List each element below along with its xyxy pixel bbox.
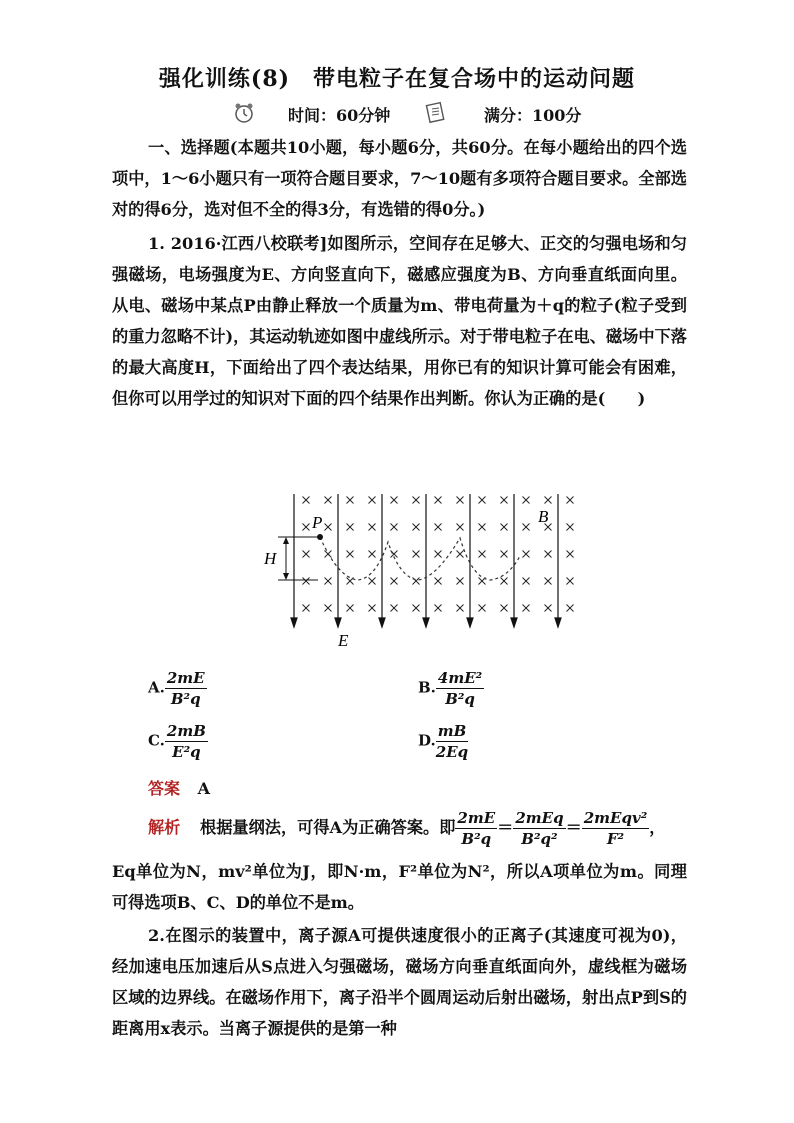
magnetic-field-cross (303, 578, 310, 585)
magnetic-field-cross (391, 578, 398, 585)
magnetic-field-cross (303, 497, 310, 504)
field-arrowhead (423, 618, 429, 627)
label-P: P (312, 513, 323, 532)
analysis-label: 解析 (148, 818, 181, 837)
magnetic-field-cross (523, 524, 530, 531)
magnetic-field-cross (369, 605, 376, 612)
magnetic-field-cross (391, 605, 398, 612)
magnetic-field-cross (523, 497, 530, 504)
magnetic-field-cross (567, 605, 574, 612)
magnetic-field-cross (501, 551, 508, 558)
analysis-rest: Eq单位为N，mv²单位为J，即N·m，F²单位为N²，所以A项单位为m。同理可得选项B、C、D的单位不是m。 (112, 862, 687, 912)
magnetic-field-cross (523, 578, 530, 585)
answer-line (148, 776, 210, 799)
magnetic-field-cross (523, 605, 530, 612)
option-b: B. $\frac{\text{4mE²}}{\text{B²q}}$ (418, 669, 483, 708)
exam-meta (0, 101, 794, 127)
magnetic-field-cross (457, 578, 464, 585)
magnetic-field-cross (303, 551, 310, 558)
magnetic-field-cross (479, 524, 486, 531)
magnetic-field-cross (435, 578, 442, 585)
field-arrowhead (291, 618, 297, 627)
magnetic-field-cross (567, 551, 574, 558)
magnetic-field-cross (457, 524, 464, 531)
magnetic-field-cross (413, 605, 420, 612)
magnetic-field-cross (303, 524, 310, 531)
magnetic-field-cross (303, 605, 310, 612)
field-diagram (258, 480, 578, 660)
question-2-text: 2.在图示的装置中，离子源A可提供速度很小的正离子(其速度可视为0)，经加速电压加速后从S点进入匀强磁场，磁场方向垂直纸面向外，虚线框为磁场区域的边界线。在磁场作用下，离子沿半个圆周运动后射出磁场，射出点P到S的距离用x表示。当离子源提供的是第一种 (112, 926, 687, 1038)
magnetic-field-cross (325, 605, 332, 612)
magnetic-field-cross (435, 497, 442, 504)
magnetic-field-cross (545, 605, 552, 612)
magnetic-field-cross (369, 551, 376, 558)
magnetic-field-cross (567, 497, 574, 504)
option-a: A. $\frac{2mE}{\text{B²q}}$ (148, 669, 205, 708)
magnetic-field-cross (457, 497, 464, 504)
magnetic-field-cross (567, 578, 574, 585)
magnetic-field-cross (347, 524, 354, 531)
magnetic-field-cross (325, 524, 332, 531)
magnetic-field-cross (545, 497, 552, 504)
label-H: H (264, 549, 277, 568)
label-E: E (338, 631, 349, 650)
field-arrowhead (467, 618, 473, 627)
magnetic-field-cross (501, 497, 508, 504)
magnetic-field-cross (479, 551, 486, 558)
magnetic-field-cross (369, 524, 376, 531)
answer-label: 答案 (148, 779, 181, 798)
magnetic-field-cross (325, 578, 332, 585)
field-arrowhead (335, 618, 341, 627)
magnetic-field-cross (347, 551, 354, 558)
label-B: B (538, 507, 549, 526)
field-arrowhead (555, 618, 561, 627)
magnetic-field-cross (369, 578, 376, 585)
magnetic-field-cross (435, 605, 442, 612)
magnetic-field-cross (501, 524, 508, 531)
magnetic-field-cross (347, 578, 354, 585)
analysis-fraction-3: $\frac{\text{2mEqv²}}{\text{F²}}$ (583, 809, 648, 848)
magnetic-field-cross (545, 551, 552, 558)
magnetic-field-cross (479, 605, 486, 612)
magnetic-field-cross (479, 497, 486, 504)
section-instructions: 一、选择题(本题共10小题，每小题6分，共60分。在每小题给出的四个选项中，1～6小题只有一项符合题目要求，7～10题有多项符合题目要求。全部选对的得6分，选对但不全的得3分，有选错的得0分。) (112, 138, 687, 219)
analysis-intro: 根据量纲法，可得A为正确答案。即 (200, 818, 456, 837)
magnetic-field-cross (413, 551, 420, 558)
alarm-clock-icon (232, 101, 256, 125)
magnetic-field-cross (347, 497, 354, 504)
option-d: D. $\frac{mB}{2Eq}$ (418, 722, 469, 761)
magnetic-field-cross (501, 578, 508, 585)
magnetic-field-cross (523, 551, 530, 558)
magnetic-field-cross (347, 605, 354, 612)
field-arrowhead (511, 618, 517, 627)
magnetic-field-cross (501, 605, 508, 612)
magnetic-field-cross (435, 551, 442, 558)
magnetic-field-cross (413, 497, 420, 504)
magnetic-field-cross (325, 497, 332, 504)
answer-value: A (197, 779, 211, 798)
magnetic-field-cross (457, 605, 464, 612)
magnetic-field-cross (457, 551, 464, 558)
option-c: C. $\frac{2mB}{\text{E²q}}$ (148, 722, 206, 761)
magnetic-field-cross (545, 578, 552, 585)
score-label: 满分：100分 (484, 106, 582, 125)
analysis-fraction-1: $\frac{2mE}{\text{B²q}}$ (457, 809, 496, 848)
magnetic-field-cross (567, 524, 574, 531)
magnetic-field-cross (435, 524, 442, 531)
note-paper-icon (424, 101, 448, 125)
particle-trajectory (320, 537, 520, 580)
page-title: 强化训练(8) 带电粒子在复合场中的运动问题 (158, 66, 636, 92)
magnetic-field-cross (391, 497, 398, 504)
time-label: 时间：60分钟 (288, 106, 391, 125)
magnetic-field-cross (391, 524, 398, 531)
field-arrowhead (379, 618, 385, 627)
question-1-text: 1. 2016·江西八校联考]如图所示，空间存在足够大、正交的匀强电场和匀强磁场，电场强度为E、方向竖直向下，磁感应强度为B、方向垂直纸面向里。从电、磁场中某点P由静止释放一个质量为m、带电荷量为＋q的粒子(粒子受到的重力忽略不计)，其运动轨迹如图中虚线所示。对于带电粒子在电、磁场中下落的最大高度H，下面给出了四个表达结果，用你已有的知识计算可能会有困难，但你可以用学过的知识对下面的四个结果作出判断。你认为正确的是( ) (112, 234, 687, 408)
magnetic-field-cross (369, 497, 376, 504)
analysis-line: 解析 根据量纲法，可得A为正确答案。即 $\frac{2mE}{\text{B²q}}$ ＝ $\frac{\text{2mEq}}{\text{B²q²}}$ ＝ $\frac{\text{2mEqv²}}{\text{F²}}$ ， (148, 809, 666, 848)
magnetic-field-cross (413, 524, 420, 531)
analysis-fraction-2: $\frac{\text{2mEq}}{\text{B²q²}}$ (515, 809, 564, 848)
